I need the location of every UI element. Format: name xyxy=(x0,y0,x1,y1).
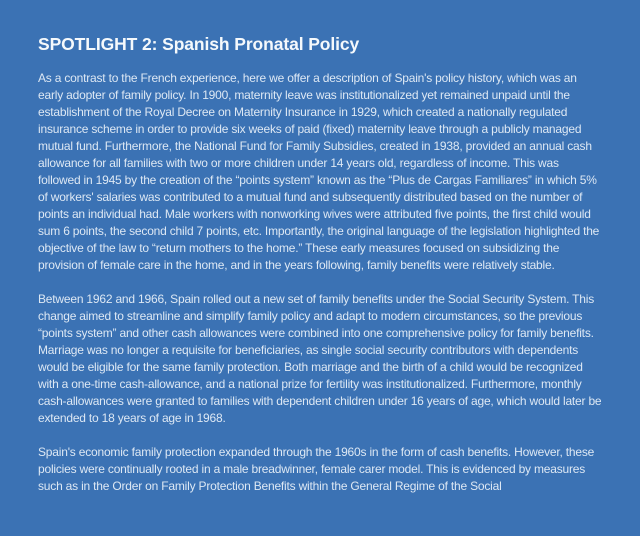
body-paragraph-2: Between 1962 and 1966, Spain rolled out a new set of family benefits under the Social Security System. This change aimed to streamline and simplify family policy and adapt to modern circumstances, so the previous “points system” and other cash allowances were combined into one comprehensive policy for family benefits. Marriage was no longer a requisite for beneficiaries, as single social security contributors with dependents would be eligible for the same family protection. Both marriage and the birth of a child would be recognized with a one-time cash-allowance, and a national prize for fertility was institutionalized. Furthermore, monthly cash-allowances were granted to families with dependent children under 16 years of age, which would later be extended to 18 years of age in 1968. xyxy=(38,292,602,425)
body-paragraph-3: Spain's economic family protection expanded through the 1960s in the form of cash benefits. However, these policies were continually rooted in a male breadwinner, female carer model. This is evidenced by measures such as in the Order on Family Protection Benefits within the General Regime of the Social xyxy=(38,445,595,493)
spotlight-body xyxy=(38,70,602,495)
body-paragraph-1: As a contrast to the French experience, here we offer a description of Spain's policy history, which was an early adopter of family policy. In 1900, maternity leave was institutionalized yet remained unpaid until the establishment of the Royal Decree on Maternity Insurance in 1929, which created a nationally regulated insurance scheme in order to provide six weeks of paid (fixed) maternity leave through a publicly managed mutual fund. Furthermore, the National Fund for Family Subsidies, created in 1938, provided an annual cash allowance for all families with two or more children under 14 years old, regardless of income. This was followed in 1945 by the creation of the “points system” known as the “Plus de Cargas Familiares” in which 5% of workers' salaries was contributed to a mutual fund and subsequently distributed based on the number of points an individual had. Male workers with nonworking wives were attributed five points, the first child would sum 6 points, the second child 7 points, etc. Importantly, the original language of the legislation highlighted the objective of the law to “return mothers to the home.” These early measures focused on subsidizing the provision of female care in the home, and in the years following, family benefits were relatively stable. xyxy=(38,71,600,272)
spotlight-title: SPOTLIGHT 2: Spanish Pronatal Policy xyxy=(38,34,360,54)
